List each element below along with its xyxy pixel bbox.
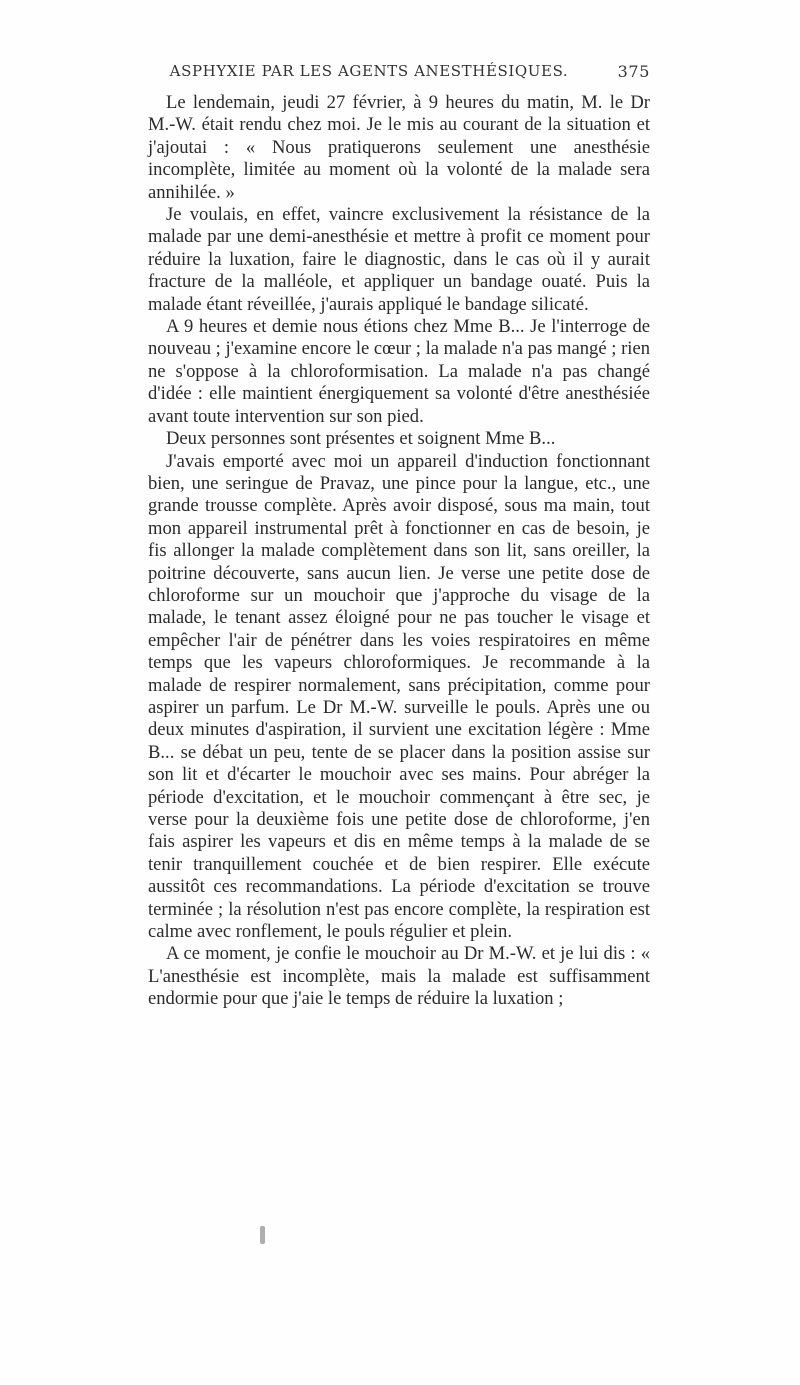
- body-text: [148, 92, 650, 1011]
- paragraph: Deux personnes sont présentes et soignent Mme B...: [166, 428, 556, 450]
- paragraph: Je voulais, en effet, vaincre exclusivement la résistance de la malade par une demi-anesthésie et mettre à profit ce moment pour réduire la luxation, faire le diagnostic, dans le cas où il y aurait fracture de la malléole, et appliquer un bandage ouaté. Puis la malade étant réveillée, j'aurais appliqué le bandage silicaté.: [148, 204, 650, 315]
- ink-speck: [260, 1226, 265, 1244]
- paragraph: A ce moment, je confie le mouchoir au Dr M.-W. et je lui dis : « L'anesthésie est incomplète, mais la malade est suffisamment endormie pour que j'aie le temps de réduire la luxation ;: [148, 943, 650, 1010]
- running-header: [148, 62, 650, 84]
- page-number: 375: [617, 62, 650, 81]
- paragraph: J'avais emporté avec moi un appareil d'induction fonctionnant bien, une seringue de Pravaz, une pince pour la langue, etc., une grande trousse complète. Après avoir disposé, sous ma main, tout mon appareil instrumental prêt à fonctionner en cas de besoin, je fis allonger la malade complètement dans son lit, sans oreiller, la poitrine découverte, sans aucun lien. Je verse une petite dose de chloroforme sur un mouchoir que j'approche du visage de la malade, le tenant assez éloigné pour ne pas toucher le visage et empêcher l'air de pénétrer dans les voies respiratoires en même temps que les vapeurs chloroformiques. Je recommande à la malade de respirer normalement, sans précipitation, comme pour aspirer un parfum. Le Dr M.-W. surveille le pouls. Après une ou deux minutes d'aspiration, il survient une excitation légère : Mme B... se débat un peu, tente de se placer dans la position assise sur son lit et d'écarter le mouchoir avec ses mains. Pour abréger la période d'excitation, et le mouchoir commençant à être sec, je verse pour la deuxième fois une petite dose de chloroforme, j'en fais aspirer les vapeurs et dis en même temps à la malade de se tenir tranquillement couchée et de bien respirer. Elle exécute aussitôt ces recommandations. La période d'excitation se trouve terminée ; la résolution n'est pas encore complète, la respiration est calme avec ronflement, le pouls régulier et plein.: [148, 450, 650, 943]
- paragraph: A 9 heures et demie nous étions chez Mme B... Je l'interroge de nouveau ; j'examine encore le cœur ; la malade n'a pas mangé ; rien ne s'oppose à la chloroformisation. La malade n'a pas changé d'idée : elle maintient énergiquement sa volonté d'être anesthésiée avant toute intervention sur son pied.: [148, 316, 650, 427]
- paragraph: Le lendemain, jeudi 27 février, à 9 heures du matin, M. le Dr M.-W. était rendu chez moi. Je le mis au courant de la situation et j'ajoutai : « Nous pratiquerons seulement une anesthésie incomplète, limitée au moment où la volonté de la malade sera annihilée. »: [148, 92, 650, 203]
- chapter-title: ASPHYXIE PAR LES AGENTS ANESTHÉSIQUES.: [169, 62, 569, 80]
